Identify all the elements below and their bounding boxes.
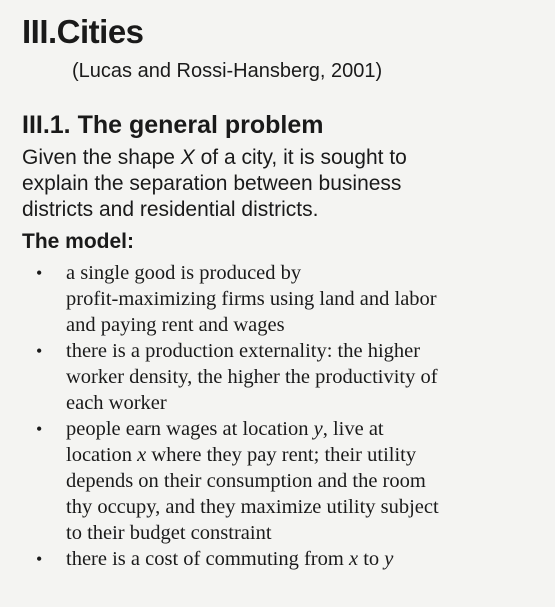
list-item-text: location [66, 444, 138, 466]
intro-line [22, 145, 522, 171]
list-item-text: where they pay rent; their utility [146, 444, 417, 466]
list-item-line [66, 546, 536, 572]
model-colon: : [127, 230, 135, 253]
intro-text: Given the shape [22, 146, 181, 169]
list-item [0, 260, 536, 338]
list-item-line: there is a production externality: the higher [66, 340, 421, 362]
variable-x: x [137, 444, 147, 466]
section-number: III.1. [22, 111, 71, 139]
list-item-line: depends on their consumption and the room [66, 470, 426, 492]
citation: (Lucas and Rossi-Hansberg, 2001) [72, 60, 383, 82]
list-item-text: to [358, 548, 385, 570]
bullet-icon: • [36, 549, 43, 569]
list-item-line: profit-maximizing firms using land and labor [66, 288, 437, 310]
bullet-icon: • [36, 341, 43, 361]
list-item-line [66, 416, 536, 442]
list-item [0, 338, 536, 416]
variable-y: y [313, 418, 323, 440]
variable-y: y [384, 548, 394, 570]
model-assumptions-list [0, 260, 555, 572]
list-item-line: thy occupy, and they maximize utility subject [66, 496, 439, 518]
list-item-line: each worker [66, 392, 167, 414]
model-heading [22, 228, 134, 256]
model-label: The model [22, 230, 128, 253]
list-item-line: worker density, the higher the productivity of [66, 366, 438, 388]
list-item-text: , live at [322, 418, 384, 440]
list-item-text: people earn wages at location [66, 418, 314, 440]
list-item-line: a single good is produced by [66, 262, 302, 284]
variable-x: x [348, 548, 359, 570]
bullet-icon: • [36, 419, 43, 439]
section-title: The general problem [77, 111, 324, 139]
section-heading [22, 110, 323, 140]
list-item-line [66, 442, 536, 468]
list-item-line: to their budget constraint [66, 522, 272, 544]
intro-line: explain the separation between business [22, 172, 402, 195]
bullet-icon: • [36, 263, 43, 283]
list-item-text: there is a cost of commuting from [66, 548, 349, 570]
intro-paragraph [22, 145, 522, 223]
list-item-line: and paying rent and wages [66, 314, 285, 336]
chapter-heading: III.Cities [22, 13, 144, 50]
list-item [0, 416, 536, 546]
list-item [0, 546, 536, 572]
variable-x: X [180, 146, 195, 169]
intro-line: districts and residential districts. [22, 198, 319, 221]
intro-text: of a city, it is sought to [194, 146, 407, 169]
